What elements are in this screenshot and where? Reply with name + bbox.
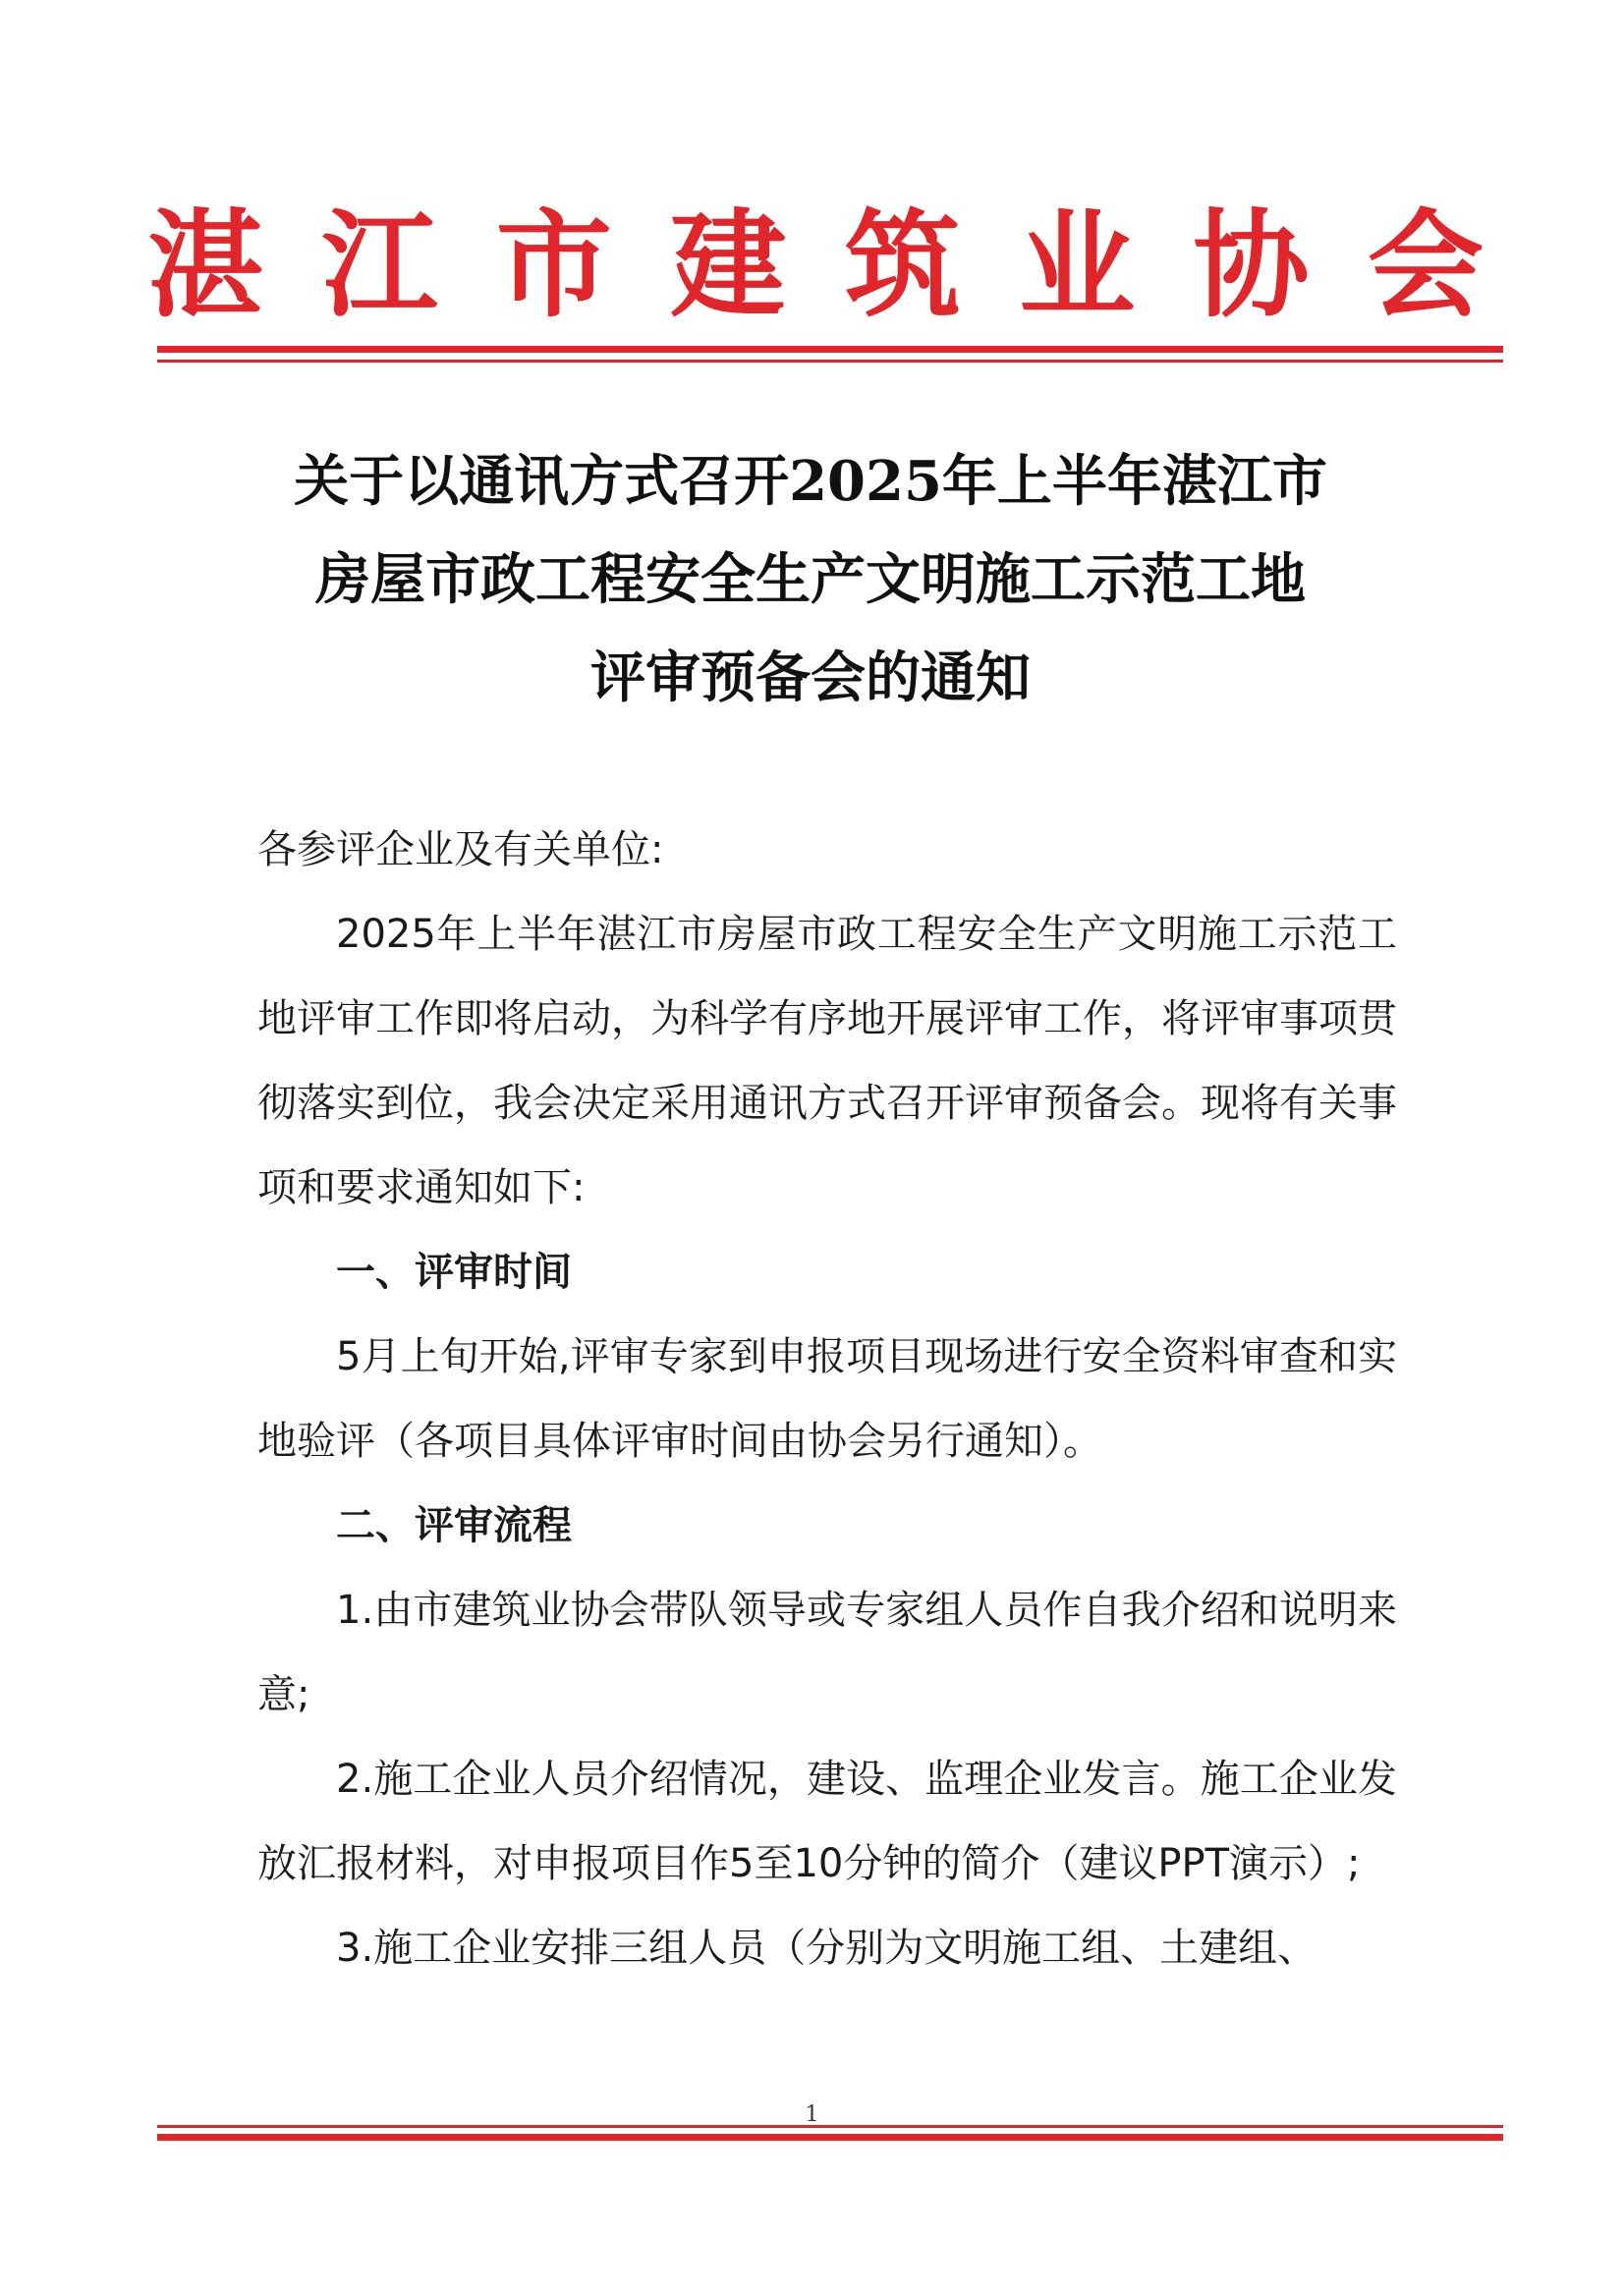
masthead-title <box>147 196 1484 334</box>
masthead-char: 协 <box>1193 196 1310 333</box>
process-item-1: 1.由市建筑业协会带队领导或专家组人员作自我介绍和说明来意; <box>257 1588 1397 1717</box>
masthead-char: 市 <box>495 196 612 333</box>
footer-rule-thick <box>157 2134 1503 2141</box>
masthead-char: 江 <box>321 196 438 333</box>
title-line: 房屋市政工程安全生产文明施工示范工地 <box>315 547 1306 612</box>
header-rule-thick <box>157 346 1503 353</box>
section-heading-time: 一、评审时间 <box>336 1250 572 1295</box>
section-time-text: 5月上旬开始,评审专家到申报项目现场进行安全资料审查和实地验评（各项目具体评审时间由协会另行通知）。 <box>257 1334 1397 1464</box>
document-title <box>157 432 1464 727</box>
section-heading-process: 二、评审流程 <box>336 1503 572 1548</box>
masthead-char: 建 <box>670 196 787 333</box>
process-item-2: 2.施工企业人员介绍情况，建设、监理企业发言。施工企业发放汇报材料，对申报项目作5至10分钟的简介（建议PPT演示）; <box>257 1757 1397 1886</box>
process-item-3: 3.施工企业安排三组人员（分别为文明施工组、土建组、 <box>336 1926 1317 1971</box>
page-number: 1 <box>805 2102 819 2127</box>
masthead-char: 业 <box>1019 196 1136 333</box>
salutation: 各参评企业及有关单位: <box>257 827 664 872</box>
header-rule-thin <box>157 360 1503 363</box>
title-line: 关于以通讯方式召开2025年上半年湛江市 <box>294 449 1327 514</box>
document-body <box>257 808 1397 1990</box>
masthead-char: 湛 <box>147 196 264 333</box>
masthead-char: 筑 <box>844 196 961 333</box>
intro-paragraph: 2025年上半年湛江市房屋市政工程安全生产文明施工示范工地评审工作即将启动，为科学有序地开展评审工作，将评审事项贯彻落实到位，我会决定采用通讯方式召开评审预备会。现将有关事项和要求通知如下: <box>257 912 1397 1210</box>
masthead-char: 会 <box>1367 196 1484 333</box>
title-line: 评审预备会的通知 <box>590 645 1031 710</box>
